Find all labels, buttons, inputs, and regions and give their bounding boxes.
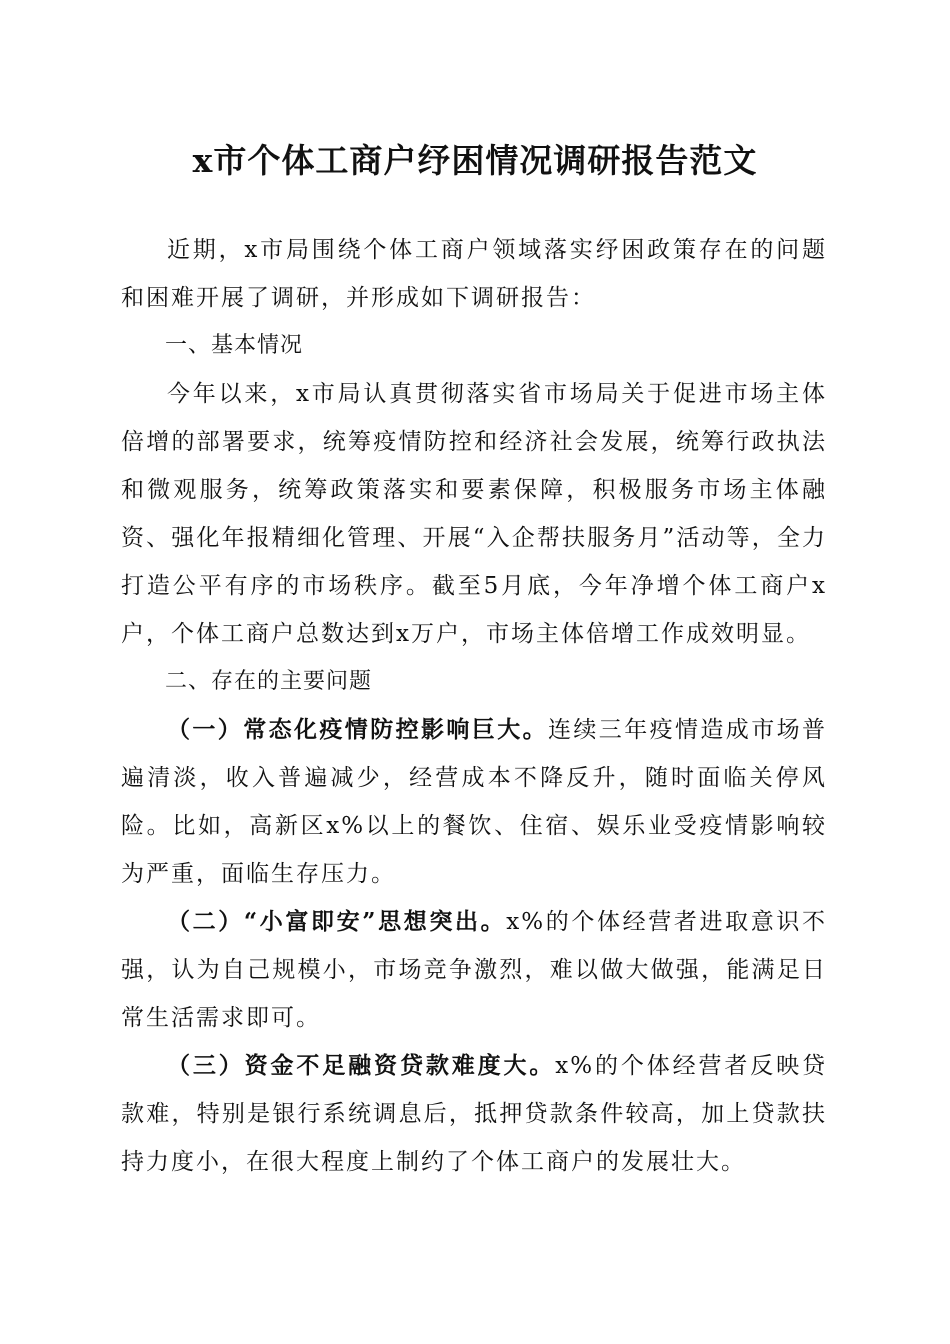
problem-paragraph-2: [121, 898, 827, 1042]
intro-paragraph: 近期，x市局围绕个体工商户领域落实纾困政策存在的问题和困难开展了调研，并形成如下调研报告：: [121, 237, 827, 311]
document-body: [121, 226, 827, 1186]
problem-text-3: x%的个体经营者反映贷款难，特别是银行系统调息后，抵押贷款条件较高，加上贷款扶持力度小，在很大程度上制约了个体工商户的发展壮大。: [121, 1053, 827, 1175]
problem-paragraph-3: [121, 1042, 827, 1186]
problem-title-1: （一）常态化疫情防控影响巨大。: [167, 716, 548, 743]
basic-situation-paragraph: 今年以来，x市局认真贯彻落实省市场局关于促进市场主体倍增的部署要求，统筹疫情防控和经济社会发展，统筹行政执法和微观服务，统筹政策落实和要素保障，积极服务市场主体融资、强化年报精细化管理、开展“入企帮扶服务月”活动等，全力打造公平有序的市场秩序。截至5月底，今年净增个体工商户x户，个体工商户总数达到x万户，市场主体倍增工作成效明显。: [121, 381, 827, 647]
problem-paragraph-1: [121, 706, 827, 898]
problem-text-1: 连续三年疫情造成市场普遍清淡，收入普遍减少，经营成本不降反升，随时面临关停风险。比如，高新区x%以上的餐饮、住宿、娱乐业受疫情影响较为严重，面临生存压力。: [121, 717, 828, 887]
section-heading-basic: 一、基本情况: [165, 333, 304, 358]
problem-title-3: （三）资金不足融资贷款难度大。: [167, 1052, 556, 1079]
section-heading-problems: 二、存在的主要问题: [165, 669, 373, 694]
document-title: x市个体工商户纾困情况调研报告范文: [192, 141, 758, 180]
problem-text-2: x%的个体经营者进取意识不强，认为自己规模小，市场竞争激烈，难以做大做强，能满足日常生活需求即可。: [121, 909, 828, 1031]
problem-title-2: （二）“小富即安”思想突出。: [167, 908, 507, 935]
